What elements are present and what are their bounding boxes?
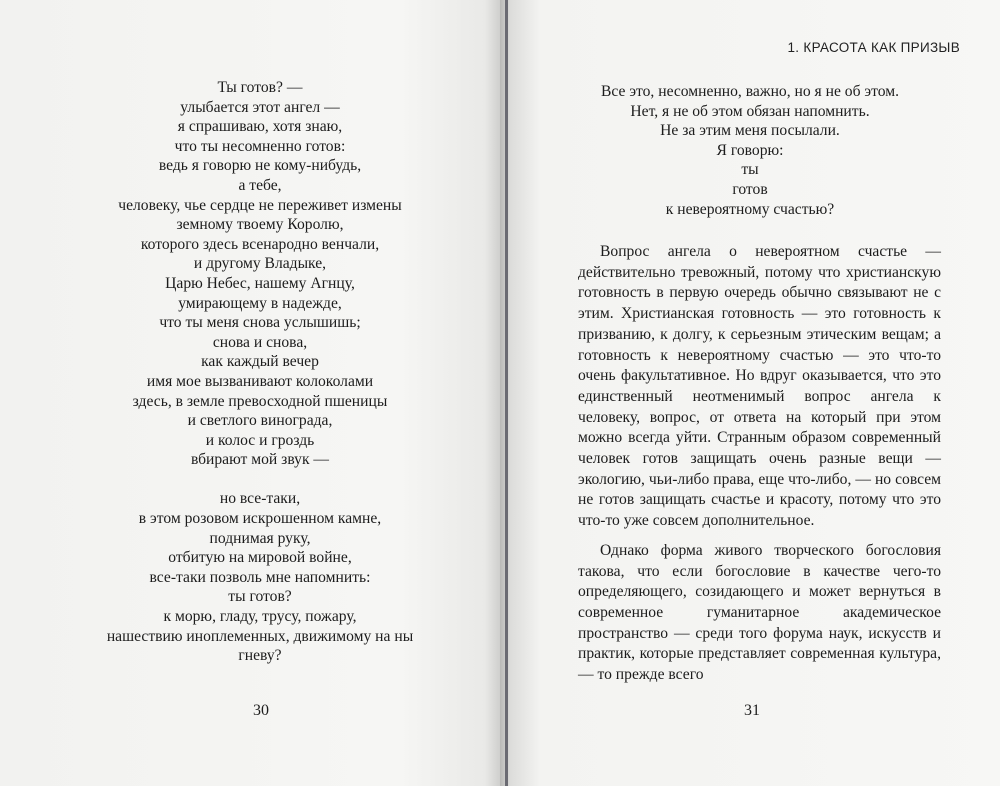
verse-line: Нет, я не об этом обязан напомнить. — [630, 102, 870, 120]
poem-line: отбитую на мировой войне, — [168, 549, 352, 567]
running-head: 1. КРАСОТА КАК ПРИЗЫВ — [787, 40, 960, 55]
poem-line: Ты готов? — — [217, 79, 303, 96]
poem-line: и колос и гроздь — [205, 431, 315, 449]
poem-line: а тебе, — [238, 176, 282, 194]
poem-line: и другому Владыке, — [193, 255, 327, 273]
poem-line: умирающему в надежде, — [178, 294, 342, 312]
poem-line: Царю Небес, нашему Агнцу, — [165, 274, 355, 292]
book-gutter — [505, 0, 508, 786]
poem-line: но все-таки, — [219, 490, 301, 508]
poem-line: ты готов? — [228, 588, 292, 606]
poem-line: нашествию иноплеменных, движимому на ны — [106, 627, 414, 645]
poem-line: человеку, чье сердце не переживет измены — [118, 196, 402, 214]
right-page — [500, 0, 1000, 786]
poem-line: к морю, гладу, трусу, пожару, — [163, 608, 357, 626]
poem-line: имя мое вызванивают колоколами — [146, 372, 374, 390]
poem-line: что ты несомненно готов: — [174, 137, 346, 155]
poem-line: гневу? — [238, 647, 282, 665]
poem-line: как каждый вечер — [201, 353, 319, 371]
poem-line: земному твоему Королю, — [176, 216, 344, 234]
poem-line: все-таки позволь мне напомнить: — [149, 568, 371, 586]
poem — [90, 78, 430, 666]
poem-line: здесь, в земле превосходной пшеницы — [132, 392, 388, 410]
verse-line: Не за этим меня посылали. — [660, 122, 840, 140]
prose-body — [578, 242, 941, 695]
poem-line: я спрашиваю, хотя знаю, — [177, 118, 343, 136]
verse-line: к невероятному счастью? — [665, 200, 835, 218]
page-number-left: 30 — [253, 702, 269, 719]
paragraph: Однако форма живого творческого богословия такова, что если богословие в качестве чего-то определяющего, созидающего и может вернуться в современное гуманитарное академическое пространство — среди того форума наук, искусств и практик, которые представляет современная культура, — то прежде всего — [578, 541, 941, 684]
poem-line: ведь я говорю не кому-нибудь, — [158, 157, 362, 175]
verse-quote — [580, 82, 920, 219]
poem-line: которого здесь всенародно венчали, — [140, 235, 380, 253]
paragraph: Вопрос ангела о невероятном счастье — действительно тревожный, потому что христианскую готовность в первую очередь обычно связывают не с этим. Христианская готовность — это готовность к призванию, к долгу, к серьезным этическим вещам; а готовность к невероятному счастью — это что-то очень факультативное. Но вдруг оказывается, что это единственный неотменимый вопрос ангела к человеку, вопрос, от ответа на который при этом можно всегда уйти. Странным образом современный человек готов защищать очень разные вещи — экологию, чьи-либо права, еще что-либо, — но совсем не готов защищать счастье и красоту, потому что это что-то уже совсем дополнительное. — [578, 243, 941, 530]
verse-line: Все это, несомненно, важно, но я не об этом. — [601, 83, 899, 100]
poem-line: в этом розовом искрошенном камне, — [138, 510, 382, 528]
poem-line: вбирают мой звук — — [190, 451, 330, 469]
poem-line: снова и снова, — [212, 333, 308, 351]
poem-line: что ты меня снова услышишь; — [159, 314, 361, 332]
stanza-break — [90, 470, 430, 490]
poem-line: улыбается этот ангел — — [180, 98, 340, 116]
page-number-right: 31 — [744, 702, 760, 719]
verse-line: готов — [732, 180, 768, 198]
verse-line: Я говорю: — [716, 141, 784, 159]
verse-line: ты — [741, 161, 759, 179]
poem-line: поднимая руку, — [209, 529, 311, 547]
poem-line: и светлого винограда, — [187, 412, 333, 430]
